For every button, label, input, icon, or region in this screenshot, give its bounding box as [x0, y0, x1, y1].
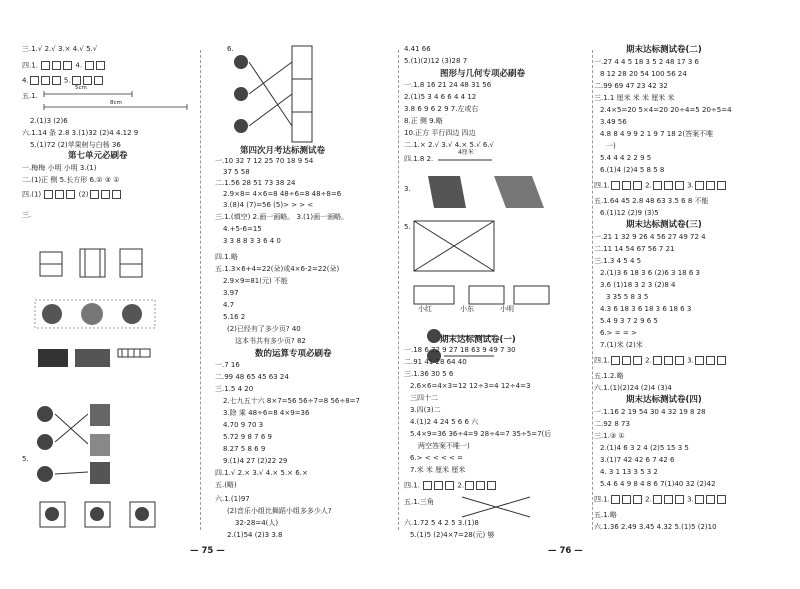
- page-number: — 75 —: [190, 546, 225, 556]
- matching-figure: [227, 44, 327, 144]
- answer-line: 四.(1) (2): [22, 190, 122, 199]
- answer-line: 一.21 1 32 9 26 4 56 27 49 72 4: [594, 233, 706, 241]
- answer-line: 3.97: [223, 289, 239, 297]
- answer-box: [85, 61, 94, 70]
- answer-line: 5.(1)5 (2)4×7=28(元) 够: [410, 531, 495, 539]
- answer-line: 四.1. 2. 3.: [594, 495, 727, 504]
- answer-line: 一.1.8 16 21 24 48 31 56: [404, 81, 492, 89]
- answer-line: (2)音乐小组比舞蹈小组多多少人?: [227, 507, 332, 515]
- answer-line: 五.1.2.略: [594, 372, 624, 380]
- answer-line: 三.1.(填空) 2.画一画略。 3.(1)画一画略。: [215, 213, 349, 221]
- page-number: — 76 —: [548, 546, 583, 556]
- answer-line: 5.(1)72 (2)苹果树与白杨 36: [30, 141, 121, 149]
- answer-line: 五.(略): [215, 481, 237, 489]
- answer-line: 37 5 58: [223, 168, 250, 176]
- answer-line: 4.+5-6=15: [223, 225, 262, 233]
- answer-line: 一.27 4 4 5 18 3 5 2 48 17 3 6: [594, 58, 699, 66]
- answer-line: 二.(1)正 侧 5.长方形 6.② ③ ①: [22, 176, 120, 184]
- answer-line: 二.1.56 28 51 73 38 24: [215, 179, 296, 187]
- answer-line: 两空答案不唯一): [418, 442, 470, 450]
- answer-line: 5.(1)(2)12 (3)28 7: [404, 57, 468, 65]
- answer-line: 四.1.8 2.: [404, 155, 434, 163]
- ruler-label: 5cm: [75, 85, 87, 91]
- answer-line: 三.1.5 4 20: [215, 385, 254, 393]
- section-title: 期末达标测试卷(一): [440, 335, 516, 345]
- answer-line: 4.41 66: [404, 45, 431, 53]
- column-divider: [592, 50, 593, 530]
- answer-line: 四.1. 2. 3.: [594, 356, 727, 365]
- answer-line: 六.1.(1)97: [215, 495, 250, 503]
- answer-line: 4.70 9 70 3: [223, 421, 264, 429]
- figure-label: 小红: [418, 305, 432, 313]
- answer-line: 10.正方 平行四边 四边: [404, 129, 476, 137]
- answer-line: 一.梅梅 小明 小明 3.(1): [22, 164, 97, 172]
- answer-line: 2.(1)5 3 4 6 6 4 4 12: [404, 93, 477, 101]
- answer-line: 五.1.64 45 2.8 48 63 3.5 6 8 不能: [594, 197, 709, 205]
- column-divider: [398, 50, 399, 530]
- answer-line: 五.1.略: [594, 511, 617, 519]
- answer-line: 6.(1)12 (2)9 (3)5: [600, 209, 659, 217]
- section-title: 图形与几何专项必刷卷: [440, 69, 526, 79]
- answer-line: (2)已经有了多少页? 40: [227, 325, 301, 333]
- answer-box: [52, 61, 61, 70]
- answer-line: 2.(1)3 (2)6: [30, 117, 68, 125]
- section-title: 第七单元必刷卷: [68, 151, 128, 161]
- answer-line: 一): [606, 142, 616, 150]
- answer-line: 6.> < < < < =: [410, 454, 463, 462]
- answer-line: 4. 3 1 13 3 5 3 2: [600, 468, 658, 476]
- answer-line: 5.16 2: [223, 313, 246, 321]
- answer-line: 3.四(3)二: [410, 406, 441, 414]
- answer-line: 一.1.16 2 19 54 30 4 32 19 8 28: [594, 408, 706, 416]
- answer-line: 2.(1)4 6 3 2 4 (2)5 15 3 5: [600, 444, 689, 452]
- answer-line: 六.1.36 2.49 3.45 4.32 5.(1)5 (2)10: [594, 523, 717, 531]
- answer-line: 六.1.72 5 4 2 5 3.(1)8: [404, 519, 479, 527]
- answer-line: 六.1.14 条 2.8 3.(1)32 (2)4 4.12 9: [22, 129, 139, 137]
- answer-line: 6.: [227, 45, 234, 53]
- answer-line: 2.9×9=81(元) 不能: [223, 277, 288, 285]
- answer-line: 5.4 6 4 9 8 4 8 6 7(1)40 32 (2)42: [600, 480, 716, 488]
- answer-line: 2.(1)54 (2)3 3.8: [227, 531, 283, 539]
- answer-line: 4.3 6 18 3 6 18 3 6 18 6 3: [600, 305, 692, 313]
- answer-line: 5.4 9 3 7 2 9 6 5: [600, 317, 658, 325]
- answer-box: [63, 61, 72, 70]
- answer-line: 一.7 16: [215, 361, 240, 369]
- answer-line: 3 3 8 8 3 3 6 4 0: [223, 237, 281, 245]
- answer-line: 四.1.√ 2.× 3.√ 4.× 5.× 6.×: [215, 469, 308, 477]
- answer-line: 五.1.3×6+4=22(朵)或4×6-2=22(朵): [215, 265, 340, 273]
- answer-line: 四.1.略: [215, 253, 238, 261]
- answer-line: 4.7: [223, 301, 235, 309]
- column-divider: [200, 50, 201, 530]
- answer-line: 四.1. 2.: [404, 481, 497, 490]
- answer-line: 2.9×8= 4×6=8 48÷6=8 48÷8=6: [223, 190, 342, 198]
- answer-line: 三.: [22, 211, 32, 219]
- answer-line: 3.: [404, 185, 411, 193]
- answer-line: 五.1.三角: [404, 498, 434, 506]
- answer-line: 四.1. 2. 3.: [594, 181, 727, 190]
- answer-line: 8.正 侧 9.略: [404, 117, 443, 125]
- answer-line: 二.11 14 54 67 56 7 21: [594, 245, 675, 253]
- answer-line: 五.1.: [22, 92, 38, 100]
- line-figure: [460, 492, 540, 522]
- answer-line: 6.> = = >: [600, 329, 637, 337]
- answer-line: 2.(1)3 6 18 3 6 (2)6 3 18 6 3: [600, 269, 700, 277]
- answer-line: 三.1.③ ①: [594, 432, 625, 440]
- answer-line: 三四十二: [410, 394, 438, 402]
- figure-label: 4厘米: [458, 149, 474, 156]
- section-title: 数的运算专项必刷卷: [255, 349, 332, 359]
- answer-line: 6.(1)4 (2)4 5 8 5 8: [600, 166, 665, 174]
- answer-line: 4.(1)2 4 24 5 6 6 六: [410, 418, 479, 426]
- answer-line: 5.: [22, 455, 29, 463]
- answer-line: 二.99 69 47 23 42 32: [594, 82, 668, 90]
- answer-line: 3.除 乘 48÷6=8 4×9=36: [223, 409, 310, 417]
- answer-line: 3.6 (1)18 3 2 3 (2)8 4: [600, 281, 676, 289]
- answer-line: 5.4 4 4 2 2 9 5: [600, 154, 652, 162]
- figure-label: 小东: [460, 305, 474, 313]
- answer-line: 三.1.36 30 5 6: [404, 370, 454, 378]
- answer-line: 这本书共有多少页? 82: [235, 337, 306, 345]
- answer-line: 8.27 5 8 6 9: [223, 445, 266, 453]
- answer-line: 7.米 米 厘米 厘米: [410, 466, 466, 474]
- answer-line: 32-28=4(人): [235, 519, 279, 527]
- section-title: 期末达标测试卷(四): [626, 395, 702, 405]
- answer-line: 二.1.× 2.√ 3.√ 4.× 5.√ 6.√: [404, 141, 494, 149]
- answer-line: 一.18 6 72 9 27 18 63 9 49 7 30: [404, 346, 516, 354]
- answer-line: 六.1.(1)(2)24 (2)4 (3)4: [594, 384, 672, 392]
- answer-line: 8 12 28 20 54 100 56 24: [600, 70, 687, 78]
- answer-line: 5.72 9 8 7 6 9: [223, 433, 272, 441]
- figure-label: 小明: [500, 305, 514, 313]
- answer-line: 4.8 8 4 9 9 2 1 9 7 18 2(答案不唯: [600, 130, 714, 138]
- answer-line: 三.1.3 4 5 4 5: [594, 257, 642, 265]
- answer-line: 三.1.1 厘米 米 米 厘米 米: [594, 94, 675, 102]
- answer-line: 3.8 6 9 6 2 9 7.左或右: [404, 105, 479, 113]
- section-title: 期末达标测试卷(二): [626, 45, 702, 55]
- answer-line: 4. 5.: [22, 76, 104, 85]
- answer-line: 3 35 5 8 3 5: [606, 293, 649, 301]
- section-title: 期末达标测试卷(三): [626, 220, 702, 230]
- ruler-label: 8cm: [110, 100, 122, 106]
- answer-line: 3.49 56: [600, 118, 627, 126]
- answer-box: [41, 61, 50, 70]
- answer-line: 2.4×5=20 5×4=20 20÷4=5 20÷5=4: [600, 106, 732, 114]
- answer-line: 2.七九五十六 8×7=56 56÷7=8 56÷8=7: [223, 397, 360, 405]
- answer-line: 3.(8)4 (7)=56 (5)> > > <: [223, 201, 314, 209]
- answer-line: 3.(1)7 42 42 6 7 42 6: [600, 456, 675, 464]
- answer-line: 四.1. 4.: [22, 61, 106, 70]
- answer-line: 7.(1)米 (2)米: [600, 341, 643, 349]
- matching-illustrations: [30, 204, 190, 539]
- answer-line: 2.6×6=4×3=12 12÷3=4 12÷4=3: [410, 382, 531, 390]
- answer-line: 5.: [404, 223, 411, 231]
- answer-line: 二.99 48 65 45 63 24: [215, 373, 289, 381]
- answer-line: 二.91 41 28 64 40: [404, 358, 467, 366]
- answer-box: [96, 61, 105, 70]
- answer-line: 9.(1)4 27 (2)22 29: [223, 457, 288, 465]
- answer-line: 三.1.√ 2.√ 3.× 4.√ 5.√: [22, 45, 98, 53]
- answer-line: 5.4×9=36 36÷4=9 28÷4=7 35÷5=7(后: [410, 430, 552, 438]
- ruler-figure: [42, 86, 192, 112]
- answer-line: 一.10 32 7 12 25 70 18 9 54: [215, 157, 314, 165]
- answer-line: 二.92 8 73: [594, 420, 630, 428]
- section-title: 第四次月考达标测试卷: [240, 146, 326, 156]
